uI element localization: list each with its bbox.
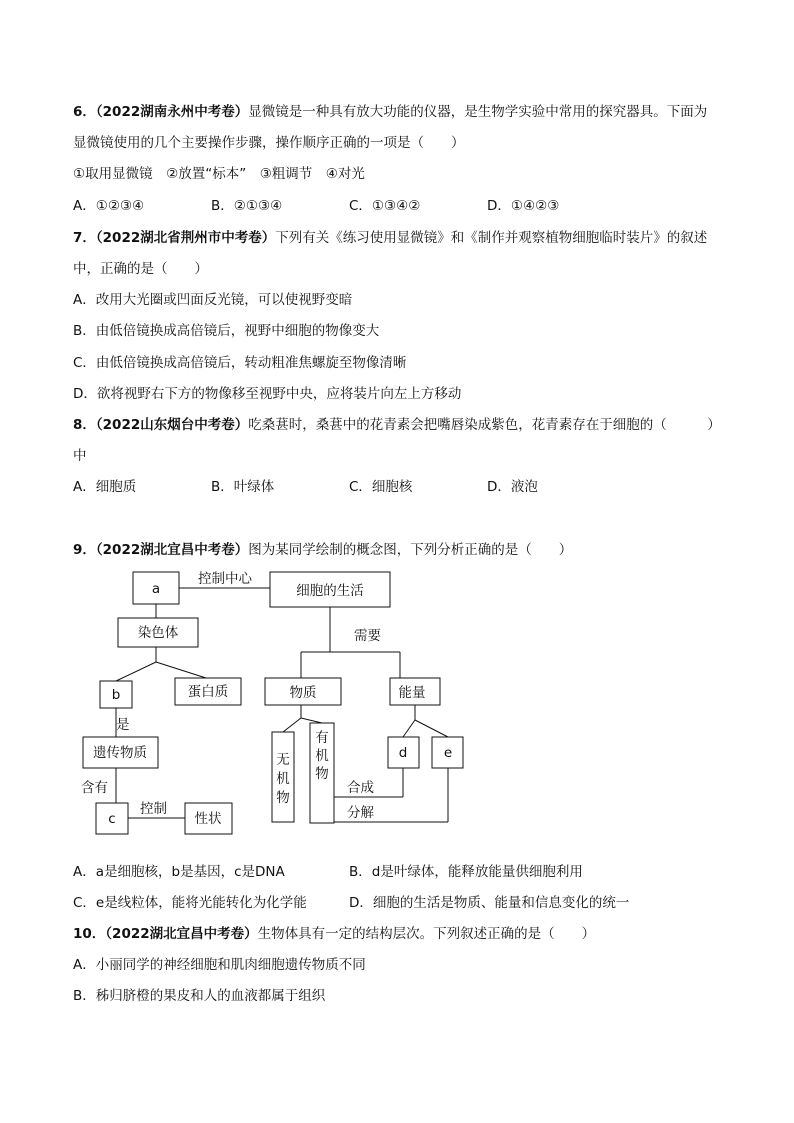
label-protein: 蛋白质: [187, 684, 229, 700]
q9-option-b: B．d是叶绿体，能释放能量供细胞利用: [349, 864, 583, 880]
q8-stem-line-1: 8．（2022山东烟台中考卷）吃桑葚时，桑葚中的花青素会把嘴唇染成紫色，花青素存在于细胞的（ ）: [73, 417, 721, 433]
q8-number: 8: [73, 417, 83, 433]
label-inorganic-1: 无: [276, 752, 290, 768]
q6-option-c: C．①③④②: [349, 198, 421, 214]
q6-steps: ①取用显微镜 ②放置“标本” ③粗调节 ④对光: [73, 166, 365, 182]
label-c: c: [108, 811, 116, 827]
q10-stem-line: 10．（2022湖北宜昌中考卷）生物体具有一定的结构层次。下列叙述正确的是（ ）: [73, 926, 596, 942]
label-matter: 物质: [289, 685, 317, 701]
label-contains: 含有: [81, 780, 108, 796]
q6-number: 6: [73, 104, 83, 120]
label-chromosome: 染色体: [137, 625, 179, 641]
q7-number: 7: [73, 230, 83, 246]
q6-stem-2: 显微镜使用的几个主要操作步骤，操作顺序正确的一项是（ ）: [73, 135, 465, 151]
q9-stem: 图为某同学绘制的概念图，下列分析正确的是（ ）: [248, 542, 573, 558]
q7-option-a: A．改用大光圈或凹面反光镜，可以使视野变暗: [73, 292, 353, 308]
label-b: b: [111, 687, 121, 703]
label-inorganic-3: 物: [276, 790, 290, 806]
label-controls: 控制: [140, 801, 167, 817]
label-organic-1: 有: [315, 730, 329, 746]
label-organic-3: 物: [315, 766, 329, 782]
label-is: 是: [116, 717, 130, 733]
q9-option-d: D．细胞的生活是物质、能量和信息变化的统一: [349, 895, 630, 911]
q9-number: 9: [73, 542, 83, 558]
q8-option-c: C．细胞核: [349, 479, 413, 495]
q9-source: （2022湖北宜昌中考卷）: [95, 542, 249, 558]
label-energy: 能量: [398, 685, 426, 701]
q7-stem-1: 下列有关《练习使用显微镜》和《制作并观察植物细胞临时装片》的叙述: [275, 230, 708, 246]
q6-source: （2022湖南永州中考卷）: [95, 104, 249, 120]
q7-stem-line-1: 7．（2022湖北省荆州市中考卷）下列有关《练习使用显微镜》和《制作并观察植物细胞临时装片》的叙述: [73, 230, 708, 246]
label-synthesis: 合成: [347, 780, 374, 796]
q7-stem-2: 中，正确的是（ ）: [73, 261, 208, 277]
q6-stem-1: 显微镜是一种具有放大功能的仪器，是生物学实验中常用的探究器具。下面为: [248, 104, 708, 120]
q9-option-c: C．e是线粒体，能将光能转化为化学能: [73, 895, 307, 911]
q10-source: （2022湖北宜昌中考卷）: [105, 926, 258, 942]
q8-stem-2: 中: [73, 448, 87, 464]
q9-option-a: A．a是细胞核，b是基因，c是DNA: [73, 864, 285, 880]
q8-stem-1: 吃桑葚时，桑葚中的花青素会把嘴唇染成紫色，花青素存在于细胞的（ ）: [248, 417, 721, 433]
label-e: e: [443, 745, 453, 761]
q10-option-a: A．小丽同学的神经细胞和肌肉细胞遗传物质不同: [73, 957, 366, 973]
q9-stem-line: 9．（2022湖北宜昌中考卷）图为某同学绘制的概念图，下列分析正确的是（ ）: [73, 542, 573, 558]
label-decompose: 分解: [347, 805, 374, 821]
q8-option-b: B．叶绿体: [211, 479, 275, 495]
q7-option-b: B．由低倍镜换成高倍镜后，视野中细胞的物像变大: [73, 323, 380, 339]
label-cell-life: 细胞的生活: [296, 583, 364, 599]
q6-option-a: A．①②③④: [73, 198, 145, 214]
q8-option-a: A．细胞质: [73, 479, 137, 495]
q10-number: 10: [73, 926, 92, 942]
q6-option-d: D．①④②③: [487, 198, 560, 214]
q8-source: （2022山东烟台中考卷）: [95, 417, 249, 433]
label-needs: 需要: [354, 628, 381, 644]
label-traits: 性状: [194, 811, 222, 827]
label-genetic-material: 遗传物质: [93, 745, 147, 761]
q8-option-d: D．液泡: [487, 479, 538, 495]
q10-stem: 生物体具有一定的结构层次。下列叙述正确的是（ ）: [257, 926, 596, 942]
label-a: a: [151, 581, 161, 597]
q6-option-b: B．②①③④: [211, 198, 283, 214]
label-organic-2: 机: [315, 748, 329, 764]
q6-stem-line-1: 6．（2022湖南永州中考卷）显微镜是一种具有放大功能的仪器，是生物学实验中常用的探究器具。下面为: [73, 104, 708, 120]
q7-option-c: C．由低倍镜换成高倍镜后，转动粗准焦螺旋至物像清晰: [73, 355, 407, 371]
q7-source: （2022湖北省荆州市中考卷）: [95, 230, 276, 246]
label-control-center: 控制中心: [198, 571, 252, 587]
label-inorganic-2: 机: [276, 771, 290, 787]
q7-option-d: D．欲将视野右下方的物像移至视野中央，应将装片向左上方移动: [73, 386, 462, 402]
label-d: d: [398, 745, 408, 761]
q10-option-b: B．秭归脐橙的果皮和人的血液都属于组织: [73, 988, 326, 1004]
